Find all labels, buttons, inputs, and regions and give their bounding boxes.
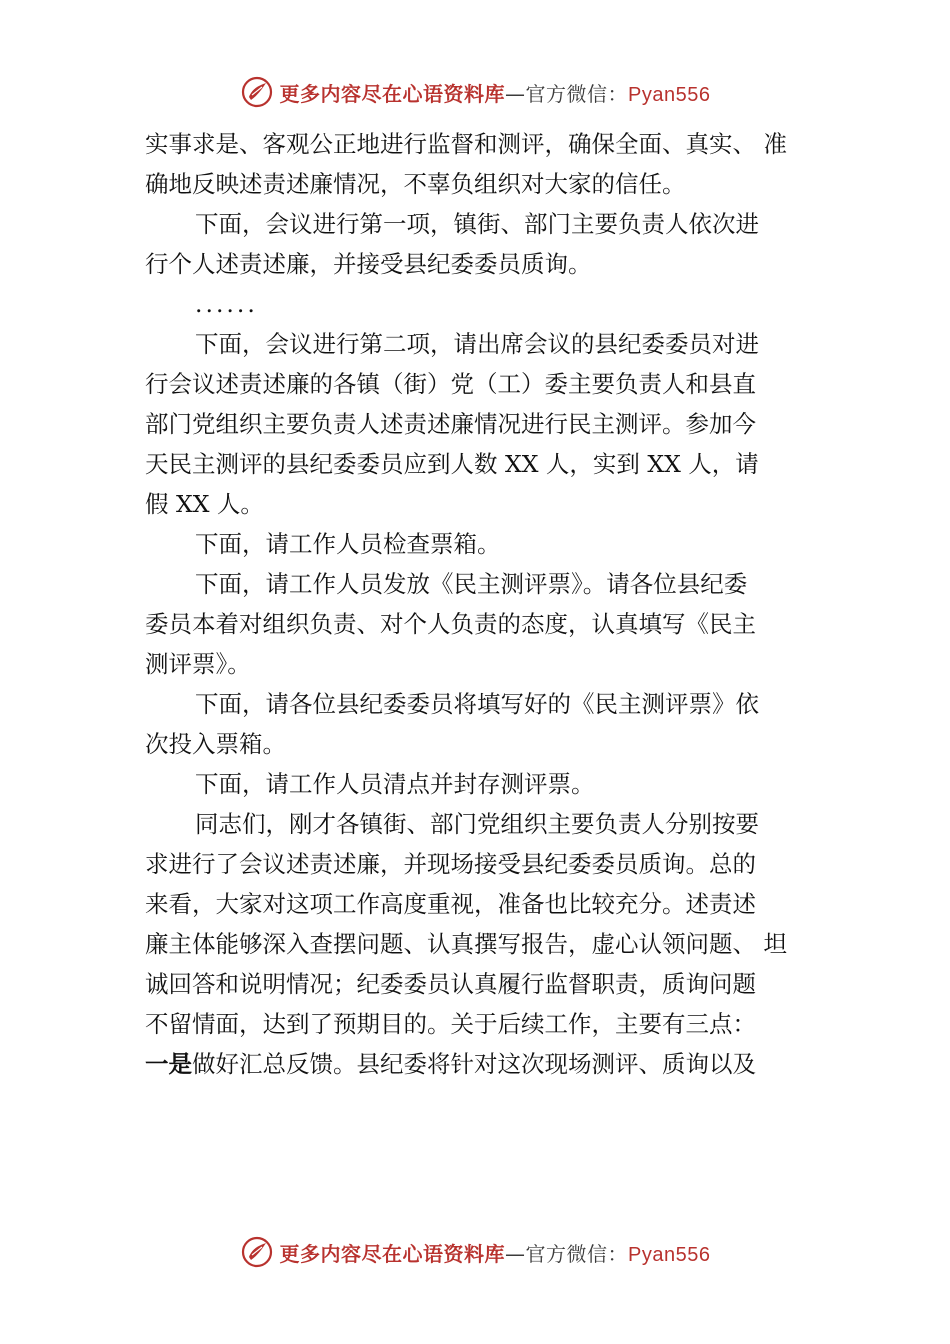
paragraph-line	[145, 1044, 815, 1084]
logo-icon	[240, 75, 274, 109]
paragraph-line: ......	[195, 290, 258, 318]
paragraph-line: 天民主测评的县纪委委员应到人数 XX 人，实到 XX 人，请	[145, 450, 759, 478]
banner-wechat-label: —官方微信：	[505, 1241, 629, 1266]
paragraph-line: 下面，请各位县纪委委员将填写好的《民主测评票》依	[195, 690, 759, 718]
banner-wechat-label: —官方微信：	[505, 81, 629, 106]
banner-title: 更多内容尽在心语资料库	[279, 81, 506, 106]
paragraph-line: 测评票》。	[145, 650, 251, 678]
header-banner	[0, 72, 950, 112]
banner-text	[280, 78, 711, 107]
paragraph-line: 下面，请工作人员检查票箱。	[195, 530, 501, 558]
paragraph-line: 下面，会议进行第二项，请出席会议的县纪委委员对进	[195, 330, 759, 358]
paragraph-line: 同志们，刚才各镇街、部门党组织主要负责人分别按要	[195, 810, 759, 838]
banner-title: 更多内容尽在心语资料库	[279, 1241, 506, 1266]
banner-text	[280, 1238, 711, 1267]
paragraph-line: 部门党组织主要负责人述责述廉情况进行民主测评。参加今	[145, 410, 756, 438]
paragraph-line: 诚回答和说明情况；纪委委员认真履行监督职责，质询问题	[145, 970, 756, 998]
paragraph-line: 行个人述责述廉，并接受县纪委委员质询。	[145, 250, 592, 278]
paragraph-line: 行会议述责述廉的各镇（街）党（工）委主要负责人和县直	[145, 370, 756, 398]
document-body	[145, 124, 815, 1084]
paragraph-line: 来看，大家对这项工作高度重视，准备也比较充分。述责述	[145, 890, 756, 918]
paragraph-line: 委员本着对组织负责、对个人负责的态度，认真填写《民主	[145, 610, 756, 638]
footer-banner	[0, 1232, 950, 1272]
paragraph-line: 求进行了会议述责述廉，并现场接受县纪委委员质询。总的	[145, 850, 756, 878]
paragraph-line: 下面，请工作人员发放《民主测评票》。请各位县纪委	[195, 570, 748, 598]
logo-icon	[240, 1235, 274, 1269]
paragraph-line: 实事求是、客观公正地进行监督和测评，确保全面、真实、 准	[145, 130, 787, 158]
paragraph-line: 下面，请工作人员清点并封存测评票。	[195, 770, 595, 798]
paragraph-line: 次投入票箱。	[145, 730, 286, 758]
banner-wechat-id: Pyan556	[628, 1243, 711, 1266]
paragraph-line: 不留情面，达到了预期目的。关于后续工作，主要有三点：	[145, 1010, 756, 1038]
paragraph-line: 廉主体能够深入查摆问题、认真撰写报告，虚心认领问题、 坦	[145, 930, 787, 958]
banner-wechat-id: Pyan556	[628, 83, 711, 106]
paragraph-line: 确地反映述责述廉情况，不辜负组织对大家的信任。	[145, 170, 686, 198]
point-lead: 一是	[145, 1050, 192, 1078]
paragraph-line: 下面，会议进行第一项，镇街、部门主要负责人依次进	[195, 210, 759, 238]
paragraph-line: 假 XX 人。	[145, 490, 264, 518]
point-text: 做好汇总反馈。县纪委将针对这次现场测评、质询以及	[192, 1050, 756, 1078]
